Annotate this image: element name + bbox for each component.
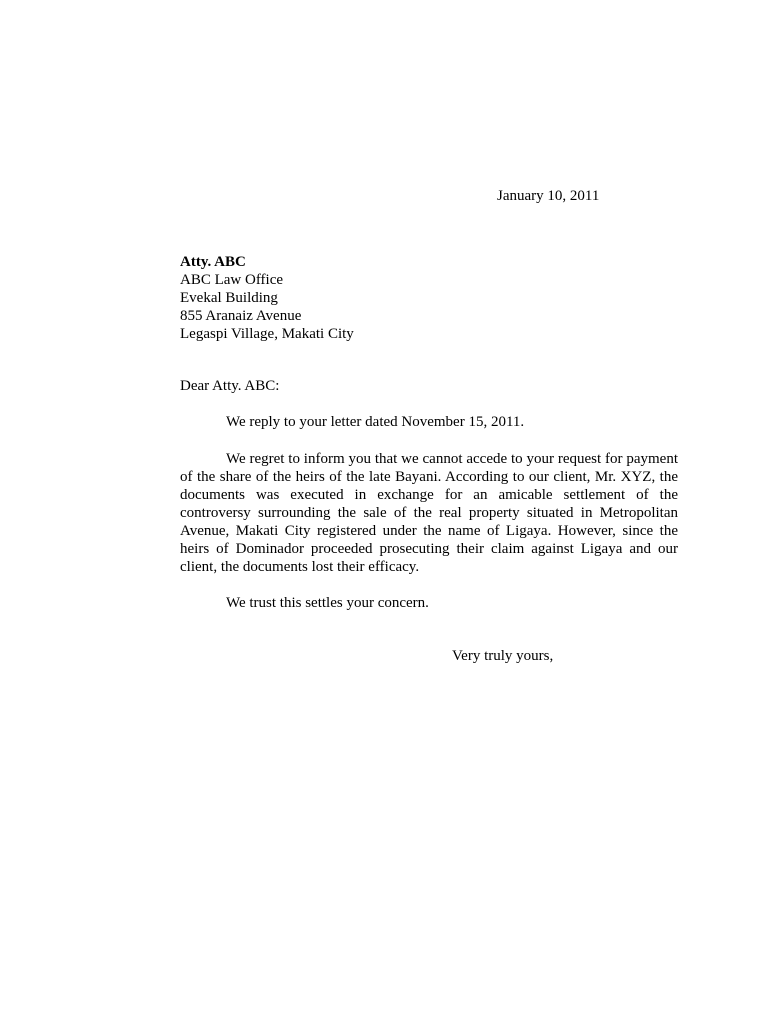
- recipient-street: 855 Aranaiz Avenue: [180, 308, 302, 324]
- body-paragraph: We regret to inform you that we cannot accede to your request for payment of the share of the heirs of the late Bayani. According to our client, Mr. XYZ, the documents was executed in exchange for an amicable settlement of the controversy surrounding the sale of the real property situated in Metropolitan Avenue, Makati City registered under the name of Ligaya. However, since the heirs of Dominador proceeded prosecuting their claim against Ligaya and our client, the documents lost their efficacy.: [180, 451, 678, 575]
- letter-date: January 10, 2011: [497, 188, 600, 204]
- body-paragraph: We reply to your letter dated November 15, 2011.: [226, 414, 525, 430]
- recipient-office: ABC Law Office: [180, 272, 284, 288]
- recipient-address-block: [180, 253, 354, 343]
- salutation: Dear Atty. ABC:: [180, 378, 280, 394]
- closing: Very truly yours,: [452, 648, 554, 664]
- recipient-city: Legaspi Village, Makati City: [180, 326, 354, 342]
- recipient-name: Atty. ABC: [180, 254, 246, 270]
- recipient-building: Evekal Building: [180, 290, 278, 306]
- body-paragraph: We trust this settles your concern.: [226, 595, 429, 611]
